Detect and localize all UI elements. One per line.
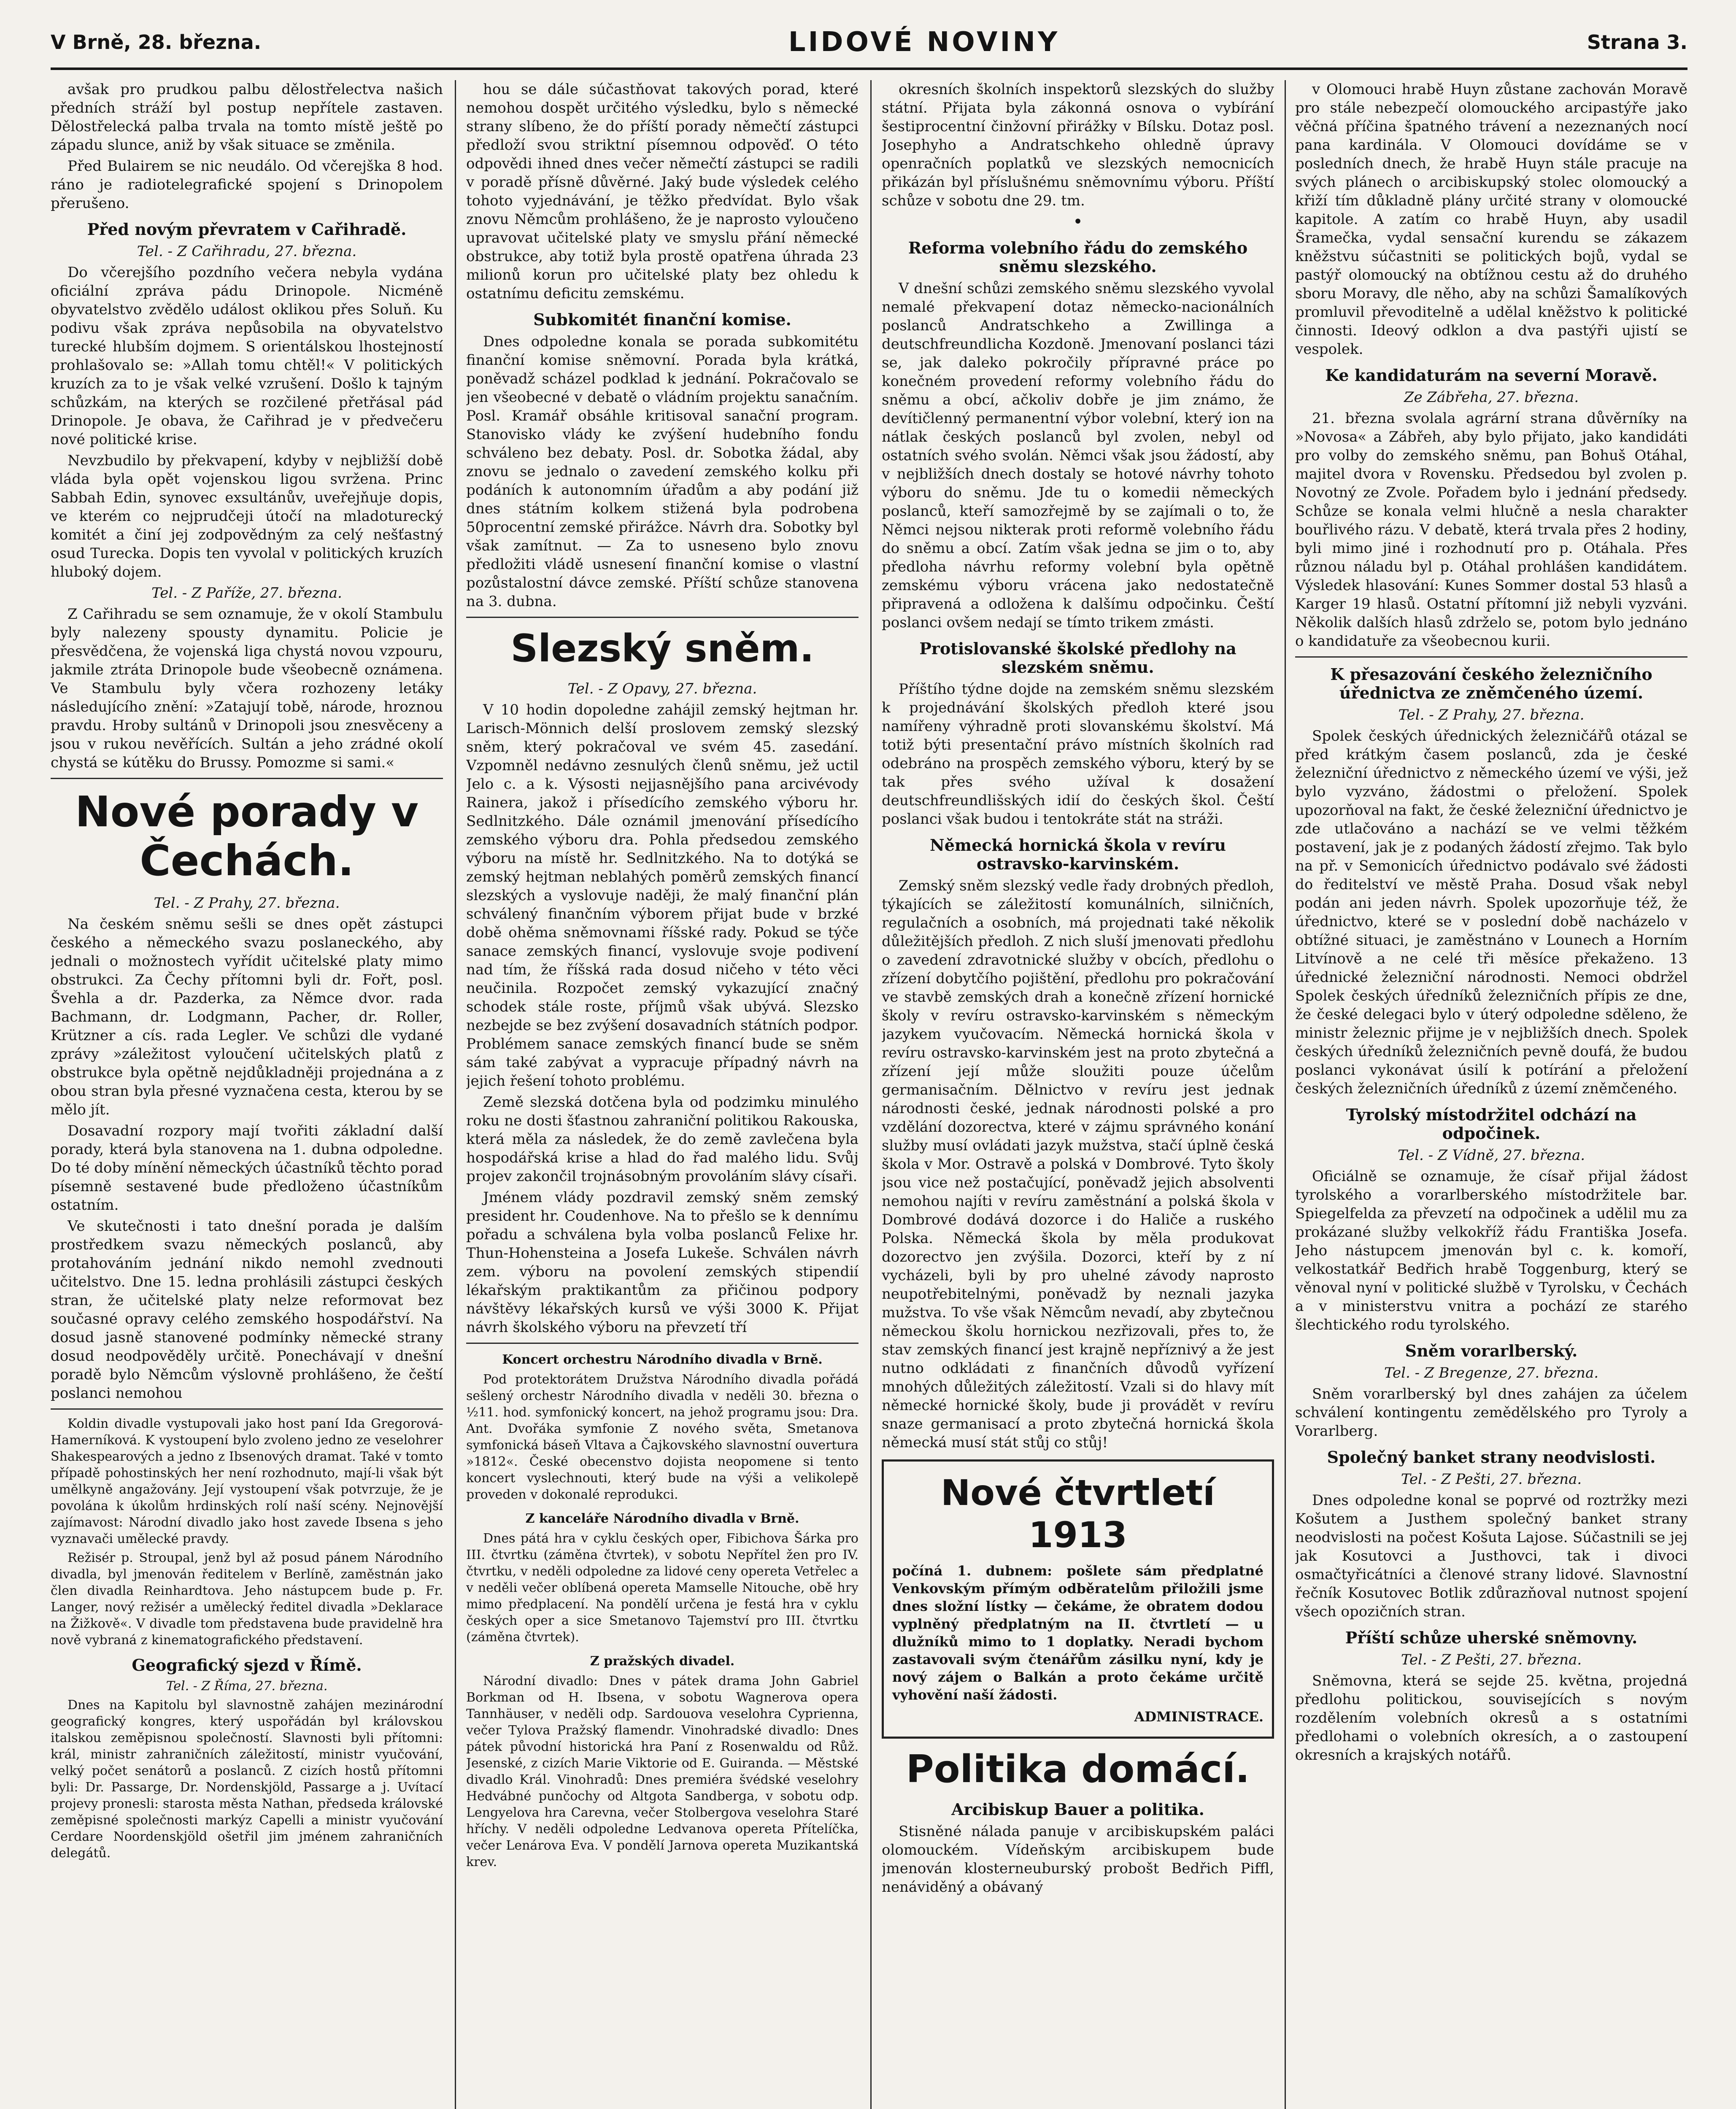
article-paragraph: Do včerejšího pozdního večera nebyla vydána oficiální zpráva pádu Drinopole. Nicméně obyvatelstvo zvědělo událost oklikou přes Soluň. Ku podivu však zpráva nepůsobila na obyvatelstvo turecké hlubším dojmem. S orientálskou lhostejností prohlašovalo se: »Allah tomu chtěl!« V politických kruzích za to je však velké vzrušení. Došlo k tajným schůzkám, na kterých se rozčilené přetřásal pád Drinopole. Je obava, že Cařihrad je v předvečeru nové politické krise. bbox=[51, 264, 443, 448]
article-paragraph: Dosavadní rozpory mají tvořiti základní další porady, která byla stanovena na 1. dubna odpoledne. Do té doby mínění německých účastníků těchto porad písemně sestavené bude předloženo účastníkům ostatním. bbox=[51, 1122, 443, 1214]
article-paragraph: Dnes na Kapitolu byl slavnostně zahájen mezinárodní geografický kongres, který uspořádán byl královskou italskou zeměpisnou společností. Slavnosti byli přítomni: král, ministr zahraničních záležitostí, ministr vyučování, velký počet senátorů a poslanců. Z cizích hostů přítomni byli: Dr. Passarge, Dr. Nordenskjöld, Passarge a j. Uvítací projevy pronesli: starosta města Nathan, předseda královské zeměpisné společnosti markýz Capelli a ministr vyučování Cerdare Noordenskjöld ošetřil jim jménem zahraničních delegátů. bbox=[51, 1698, 443, 1861]
column-rule bbox=[870, 80, 872, 2109]
article-headline: Reforma volebního řádu do zemského sněmu slezského. bbox=[908, 238, 1248, 276]
article-headline: Arcibiskup Bauer a politika. bbox=[951, 1800, 1204, 1819]
column-2 bbox=[466, 80, 859, 2109]
section-headline: Politika domácí. bbox=[906, 1747, 1250, 1791]
bullet-separator: • bbox=[1073, 212, 1083, 232]
article-headline: Subkomitét finanční komise. bbox=[533, 310, 791, 329]
article-paragraph: 21. března svolala agrární strana důvěrníky na »Novosa« a Zábřeh, aby bylo přijato, jako kandidáti pro volby do zemského sněmu, pan Bohuš Otáhal, majitel dvora v Rovensku. Předsedou byl zvolen p. Novotný ze Zvole. Pořadem bylo i jednání předsedy. Schůze se konala velmi hlučně a nesla charakter bouřlivého rázu. V debatě, která trvala přes 2 hodiny, byli mimo jiné i rozhodnutí pro p. Otáhala. Přes různou náladu byl p. Otáhal prohlášen kandidátem. Výsledek hlasování: Kunes Sommer dostal 53 hlasů a Karger 19 hlasů. Ostatní přítomní již nebyli vyzváni. Několik dalších hlasů zdrželo se, potom bylo jednáno o kandidatuře za všeobecnou kurii. bbox=[1295, 410, 1687, 650]
newspaper-title: LIDOVÉ NOVINY bbox=[788, 27, 1060, 58]
article-paragraph: Koldin divadle vystupovali jako host paní Ida Gregorová-Hamerníková. K vystoupení bylo zvoleno jedno ze veselohrer Shakespearových a jedno z Ibsenových dramat. Také v tomto případě pohostinských her není rozhodnuto, mají-li však být umělkyně angažovány. Její vystoupení však potvrzuje, že je povolána k úkolům hrdinských rolí naší scény. Nejnovější zajímavost: Národní divadlo jako host zavede Ibsena s jeho vyznavači umělecké pravdy. bbox=[51, 1416, 443, 1546]
article-paragraph: Spolek českých úřednických železničářů otázal se před krátkým časem poslanců, zda je české železniční úřednictvo z německého území ve výši, jež bylo vyzváno, žádostmi o přeložení. Spolek upozorňoval na fakt, že české železniční úřednictvo je zde utlačováno a nachází se ve velmi těžkém postavení, jak je z podaných žádostí zřejmo. Tak bylo na př. v Semonicích úřednictvo podávalo své žádosti do ředitelství ve městě Praha. Dosud však nebyl podán ani jeden návrh. Spolek upozorňuje též, že úřednictvo, které se v poslední době nacházelo v obtížné situaci, je zaměstnáno v Lounech a Horním Litvínově a ne celé tři měsíce překaženo. 13 úřednické železniční národnosti. Nemoci obdržel Spolek českých úředníků železničních přípis ze dne, že české delegaci bylo v úterý odpoledne sděleno, že ministr železnic přijme je v nejbližších dnech. Spolek českých úředníků železničních pevně doufá, že budou poslanci vykonávat úsilí k potírání a přeložení českých železničních úředníků z území zněmčeného. bbox=[1295, 728, 1687, 1097]
article-paragraph: Národní divadlo: Dnes v pátek drama John Gabriel Borkman od H. Ibsena, v sobotu Wagnerova opera Tannhäuser, v neděli odp. Sardouova veselohra Cyprienna, večer Tylova Pražský flamendr. Vinohradské divadlo: Dnes pátek původní historická hra Paní z Rosenwaldu od Růž. Jesenské, z cizích Marie Viktorie od E. Guiranda. — Městské divadlo Král. Vinohradů: Dnes premiéra švédské veselohry Hedvábné punčochy od Altgota Sandberga, v sobotu odp. Lengyelova hra Carevna, večer Stolbergova veselohra Staré hříchy. V neděli odpoledne Ledvanova opereta Přítelíčka, večer Lenárova Eva. V pondělí Jarnova opereta Muzikantská krev. bbox=[466, 1674, 859, 1869]
article-paragraph: Dnes pátá hra v cyklu českých oper, Fibichova Šárka pro III. čtvrtku (záměna čtvrtek), v sobotu Nepřítel žen pro IV. čtvrtku, v neděli odpoledne za lidové ceny opereta Vetřelec a v neděli večer oblíbená opereta Mamselle Nitouche, obě hry mimo předplacení. Na pondělí určena je festá hra v cyklu českých oper a sice Smetanovo Tajemství pro III. čtvrtku (záměna čtvrtek). bbox=[466, 1531, 859, 1645]
article-headline: K přesazování českého železničního úřednictva ze zněmčeného území. bbox=[1330, 665, 1652, 702]
article-paragraph: Země slezská dotčena byla od podzimku minulého roku ne dosti šťastnou zahraniční politikou Rakouska, která měla za následek, že do země zavlečena byla hospodářská krise a hlad do řad malého lidu. Svůj projev zakončil trojnásobným provoláním slávy císaři. bbox=[466, 1094, 859, 1185]
article-paragraph: Dnes odpoledne konal se poprvé od roztržky mezi Košutem a Justhem společný banket strany neodvislosti na počest Košuta Lajose. Súčastnili se jej jak Kosutovci a Justhovci, tak i divoci osmačtyřicátníci a členové strany lidové. Slavnostní řečník Kosutovec Botlik zdůrazňoval nutnost spojení všech opozičních stran. bbox=[1295, 1492, 1687, 1620]
article-headline: Ke kandidaturám na severní Moravě. bbox=[1325, 366, 1658, 385]
article-paragraph: Oficiálně se oznamuje, že císař přijal žádost tyrolského a vorarlberského místodržitele bar. Spiegelfelda za převzetí na odpočinek a udělil mu za prokázané služby velkokříž řádu Františka Josefa. Jeho nástupcem jmenován byl c. k. komoří, velkostatkář Bedřich hrabě Toggenburg, který se věnoval nyní v politické službě v Tyrolsku, v Čechách a v ministerstvu vnitra a pochází ze starého šlechtického rodu tyrolského. bbox=[1295, 1168, 1687, 1333]
article-paragraph: Dnes odpoledne konala se porada subkomitétu finanční komise sněmovní. Porada byla krátká, poněvadž scházel podklad k jednání. Pokračovalo se jen všeobecné v debatě o vládním projektu sanačním. Posl. Kramář obsáhle kritisoval sanační program. Stanovisko vlády ke zvýšení hudebního fondu schváleno bez debaty. Posl. dr. Sobotka žádal, aby znovu se jednalo o zavedení zemského kolku při podáních k autonomním úřadům a aby podání již dnes státním kolkem stižená byla podrobena 50procentní zemské přirážce. Návrh dra. Sobotky byl však zamítnut. — Za to usneseno bylo znovu předložiti vládě usnesení finanční komise o vlastní pozůstalostní dávce zemské. Příští schůze stanovena na 3. dubna. bbox=[466, 333, 859, 610]
article-paragraph: Z Cařihradu se sem oznamuje, že v okolí Stambulu byly nalezeny spousty dynamitu. Policie je přesvědčena, že vojenská liga chystá novou vzpouru, jakmile ztráta Drinopole bude všeobecně oznámena. Ve Stambulu byly včera rozhozeny letáky následujícího znění: »Zatajují tobě, národe, hroznou pravdu. Hroby sultánů v Drinopoli jsou znesvěceny a jsou v rukou nevěřících. Sultán a jeho zrádné okolí chystá se kútěku do Brussy. Pomozme si sami.« bbox=[51, 606, 443, 771]
article-paragraph: Pod protektorátem Družstva Národního divadla pořádá sešlený orchestr Národního divadla v neděli 30. března o ½11. hod. symfonický koncert, na jehož programu jsou: Dra. Ant. Dvořáka symfonie Z nového světa, Smetanova symfonická báseň Vltava a Čajkovského slavnostní ouvertura »1812«. České obecenstvo dojista neopomene si tento koncert vyslechnouti, který bude na výši a velikolepě proveden v dokonalé reprodukci. bbox=[466, 1372, 859, 1502]
column-4 bbox=[1295, 80, 1687, 2109]
notice-text: počíná 1. dubnem: pošlete sám předplatné Venkovským přímým odběratelům přiložili jsme dnes složní lístky — čekáme, že obratem dodou vyplněný předplatným na II. čtvrtletí — u dlužníků mimo to 1 doplatky. Neradi bychom zastavovali svým čtenářům zásilku nyní, kdy je nový zájem o Balkán a proto čekáme určitě vyhovění naší žádosti. bbox=[892, 1563, 1264, 1703]
column-rule bbox=[455, 80, 456, 2109]
dateline: Tel. - Z Paříže, 27. března. bbox=[151, 585, 342, 601]
dateline: Tel. - Z Prahy, 27. března. bbox=[154, 895, 340, 912]
section-headline: Nové porady v Čechách. bbox=[75, 787, 419, 885]
section-divider bbox=[51, 1408, 443, 1410]
article-paragraph: Režisér p. Stroupal, jenž byl až posud pánem Národního divadla, byl jmenován ředitelem v Berlíně, zaměstnán jako člen divadla Reinhardtova. Jeho nástupcem bude p. Fr. Langer, nový režisér a umělecký ředitel divadla »Deklarace na Žižkově«. V divadle tom představena bude pravidelně hra nově vybraná z kinematografického představení. bbox=[51, 1551, 443, 1648]
column-3 bbox=[882, 80, 1274, 2109]
article-paragraph: Před Bulairem se nic neudálo. Od včerejška 8 hod. ráno je radiotelegrafické spojení s Drinopolem přerušeno. bbox=[51, 158, 443, 212]
article-paragraph: Zemský sněm slezský vedle řady drobných předloh, týkajících se záležitostí komunálních, silničních, regulačních a osobních, má projednati také několik důležitějších předloh. Z nich sluší jmenovati předlohu o zavedení zdravotnické služby v obcích, předlohu o zřízení dobytčího pojištění, předlohu pro pokračování ve stavbě zemských drah a konečně zřízení hornické školy v revíru ostravsko-karvinském s německým jazykem vyučovacím. Německá hornická škola v revíru ostravsko-karvinském jest na proto zbytečná a zřízení její může sloužiti pouze účelům germanisačním. Dělnictvo v revíru jest jednak národnosti české, jednak národnosti polské a pro vzdělání dozorectva, které v zájmu správného konání služby musí ovládati jazyk mužstva, stačí úplně česká škola v Mor. Ostravě a polská v Dombrové. Tyto školy jsou vice než postačující, poněvadž jejich absolventi nemohou najíti v revíru zaměstnání a polská škola v Dombrové dodává dozorce i do Haliče a ruského Polska. Německá škola by měla produkovat dozorectvo jen zvýšila. Dozorci, kteří by z ní vycházeli, byli by pro uhelné závody naprosto neupotřebitelnými, poněvadž by neznali jazyka mužstva. To vše však Němcům nevadí, aby zbytečnou německou školu hornickou nezřizovali, přes to, že stav zemských financí jest krajně nepříznivý a že jest nutno odkládati z finančních důvodů vyřízení mnohých důležitých záležitostí. Vzali si do hlavy mít německé hornické školy, bude ji provádět v revíru snaze germanisací a proto zbytečná hornická škola německá musí stát stůj co stůj! bbox=[882, 877, 1274, 1451]
dateline: Tel. - Z Opavy, 27. března. bbox=[567, 680, 757, 697]
section-divider bbox=[51, 778, 443, 779]
dateline: Tel. - Z Cařihradu, 27. března. bbox=[137, 243, 357, 260]
article-paragraph: V dnešní schůzi zemského sněmu slezského vyvolal nemalé překvapení dotaz německo-nacionálních poslanců Andratschkeho a Zwillinga a deutschfreundlicha Kozdoně. Jmenovaní poslanci tázi se, jak daleko pokročily přípravné práce po konečném provedení reformy volebního řádu do sněmu a obcí, ačkoliv dobře je jim známo, že devítičlenný permanentní výbor volební, který ion na nátlak českých poslanců byl zvolen, nebyl od ostatních svého svolán. Němci však jsou žádostí, aby v nejbližších dnech dostaly se hotové návrhy tohoto výboru do sněmu. Jde tu o komedii německých poslanců, kteří samozřejmě by se zajímali o to, že Němci nejsou nikterak proti reformě volebního řádu do sněmu a obcí. Zatím však jedna se jim o to, aby předloha návrhu reformy volební byla opětně zemskému výboru vrácena jako nedostatečně připravená a odložena k dalšímu odpočinku. Čeští poslanci ovšem nedají se tímto trikem zmásti. bbox=[882, 280, 1274, 631]
columns bbox=[51, 80, 1687, 2109]
notice-title: Nové čtvrtletí 1913 bbox=[941, 1472, 1215, 1556]
masthead bbox=[51, 17, 1687, 70]
notice-signature: ADMINISTRACE. bbox=[1134, 1709, 1264, 1725]
article-paragraph: okresních školních inspektorů slezských do služby státní. Přijata byla zákonná osnova o vybírání šestiprocentní činžovní přirážky v Bílsku. Dotaz posl. Josephyho a Andratschkeho ohledně úpravy openračních poplatků ve slezských nemocnicích přikázán byl příslušnému sněmovnímu výboru. Příští schůze v sobotu dne 29. tm. bbox=[882, 81, 1274, 209]
dateline: Tel. - Z Pešti, 27. března. bbox=[1401, 1651, 1582, 1668]
article-paragraph: Nevzbudilo by překvapení, kdyby v nejbližší době vláda byla opět vojenskou ligou svržena. Princ Sabbah Edin, synovec exsultánův, uveřejňuje dopis, ve kterém co nejprudčeji útočí na mladoturecký komitét a činí jej zodpovědným za celý nešťastný osud Turecka. Dopis ten vyvolal v politických kruzích hluboký dojem. bbox=[51, 452, 443, 580]
article-headline: Geografický sjezd v Římě. bbox=[132, 1656, 362, 1675]
article-headline: Protislovanské školské předlohy na slezském sněmu. bbox=[919, 639, 1237, 677]
section-divider bbox=[1295, 656, 1687, 658]
article-paragraph: Sněm vorarlberský byl dnes zahájen za účelem schválení kontingentu zemědělského pro Tyroly a Vorarlberg. bbox=[1295, 1386, 1687, 1440]
article-headline: Sněm vorarlberský. bbox=[1405, 1341, 1578, 1360]
article-headline: Z pražských divadel. bbox=[590, 1654, 735, 1669]
dateline: Tel. - Z Říma, 27. března. bbox=[166, 1679, 328, 1694]
column-1 bbox=[51, 80, 443, 2109]
article-paragraph: Jménem vlády pozdravil zemský sněm zemský president hr. Coudenhove. Na to přešlo se k dennímu pořadu a schválena byla volba poslanců Felixe hr. Thun-Hohensteina a Josefa Lukeše. Schválen návrh zem. výboru na povolení zemských stipendií lékařským praktikantům za přičinou podpory návštěvy lékařských kursů ve výši 3000 K. Přijat návrh školského výboru na převzetí tří bbox=[466, 1189, 859, 1336]
dateline: Ze Zábřeha, 27. března. bbox=[1404, 389, 1579, 406]
subscription-notice bbox=[882, 1459, 1274, 1739]
article-paragraph: Stisněné nálada panuje v arcibiskupském paláci olomouckém. Vídeňským arcibiskupem bude jmenován klosterneuburský probošt Bedřich Piffl, nenáviděný a obávaný bbox=[882, 1823, 1274, 1896]
column-rule bbox=[1285, 80, 1286, 2109]
article-headline: Německá hornická škola v revíru ostravsko-karvinském. bbox=[929, 836, 1226, 873]
issue-date: V Brně, 28. března. bbox=[51, 31, 262, 54]
article-paragraph: V 10 hodin dopoledne zahájil zemský hejtman hr. Larisch-Mönnich delší proslovem zemský slezský sněm, který pokračoval ve svém 45. zasedání. Vzpomněl nedávno zesnulých členů sněmu, jež uctil Jelo c. a k. Výsosti nejjasnějšího pana arcivévody Rainera, jakož i přísedícího zemského výboru hr. Sedlnitzkého. Dále oznámil jmenování přísedícího zemského výboru dra. Pohla předsedou zemského výboru na místě hr. Sedlnitzkého. Na to dotýká se zemský hejtman neblahých poměrů zemských financí slezských a vyslovuje naději, že malý finanční plán schválený finančním výborem přijat bude v brzké době ohěma sněmovnami říšské rady. Pokud se týče sanace zemských financí, vyslovuje svoje podivení nad tím, že říšská rada dosud ničeho v této věci neučinila. Rozpočet zemský vykazující značný schodek stále roste, příjmů však ubývá. Slezsko nezbejde se bez zvýšení dosavadních státních podpor. Problémem sanace zemských financí bude se sněm sám také zabývat a vypracuje případný návrh na jejich řešení tohoto problému. bbox=[466, 701, 859, 1090]
article-headline: Společný banket strany neodvislosti. bbox=[1327, 1448, 1656, 1467]
article-headline: Tyrolský místodržitel odchází na odpočinek. bbox=[1346, 1105, 1637, 1143]
article-paragraph: Sněmovna, která se sejde 25. května, projedná předlohu politickou, souvisejících s novým rozdělením volebních okresů a s ostatními předlohami o volebních okresích, a o zastoupení okresních a krajských notářů. bbox=[1295, 1672, 1687, 1764]
section-divider bbox=[466, 1343, 859, 1344]
article-headline: Příští schůze uherské sněmovny. bbox=[1345, 1628, 1638, 1647]
article-paragraph: v Olomouci hrabě Huyn zůstane zachován Moravě pro stále nebezpečí olomouckého arcipastýře jako věčná příčina špatného trávení a nezeznaných nocí pana kardinála. V Olomouci dovídáme se v posledních dnech, že hrabě Huyn stále pracuje na svých plánech o arcibiskupský stolec olomoucký a křiží tím důkladně plány určité strany v olomoucké kapitole. A zatím co hrabě Huyn, aby usadil Šramečka, vydal sensační kurendu se zákazem kněžstvu súčastniti se politických bojů, vydal se pastýř olomoucký na obtížnou cestu až do druhého sboru Moravy, dle něho, aby na schůzi Šamalíkových promluvil převoditelně a udělal kněžstvo k politické činnosti. Ideový odklon a dva pastýři ujistí se vespolek. bbox=[1295, 81, 1687, 358]
article-paragraph: hou se dále súčastňovat takových porad, které nemohou dospět určitého výsledku, bylo s německé strany slíbeno, že do příští porady němečtí zástupci předloží svou striktní písemnou odpověď. O této odpovědi ihned dnes večer němečtí zástupci se radili v poradě přísně důvěrné. Jaký bude výsledek celého tohoto vyjednávání, je těžko předvídat. Bylo však znovu Němcům prohlášeno, že je naprosto vyloučeno upravovat učitelské platy ve smyslu přání německé obstrukce, aby totiž byla prostě opatřena úhrada 23 milionů korun pro učitelské platy bez ohledu k ostatnímu deficitu zemskému. bbox=[466, 81, 859, 302]
section-headline: Slezský sněm. bbox=[510, 626, 814, 671]
dateline: Tel. - Z Vídně, 27. března. bbox=[1397, 1147, 1585, 1164]
dateline: Tel. - Z Bregenze, 27. března. bbox=[1384, 1365, 1599, 1381]
article-headline: Koncert orchestru Národního divadla v Brně. bbox=[502, 1352, 823, 1367]
article-paragraph: avšak pro prudkou palbu dělostřelectva našich předních stráží byl postup nepřítele zastaven. Dělostřelecká palba trvala na tomto místě ještě po západu slunce, aniž by však situace se změnila. bbox=[51, 81, 443, 154]
article-paragraph: Na českém sněmu sešli se dnes opět zástupci českého a německého svazu poslaneckého, aby jednali o možnostech vyřídit učitelské platy mimo obstrukci. Za Čechy přítomni byli dr. Fořt, posl. Švehla a dr. Pazderka, za Němce dvor. rada Bachmann, dr. Lodgmann, Pacher, dr. Roller, Krützner a cís. rada Legler. Ve schůzi dle vydané zprávy »záležitost vyloučení učitelských platů z obstrukce byla opětně nejdůkladněji projednána a z obou stran byla přesné vyznačena cesta, kterou by se mělo jít. bbox=[51, 916, 443, 1118]
article-headline: Z kanceláře Národního divadla v Brně. bbox=[525, 1511, 799, 1526]
article-headline: Před novým převratem v Cařihradě. bbox=[87, 220, 407, 239]
article-paragraph: Ve skutečnosti i tato dnešní porada je dalším prostředkem svazu německých poslanců, aby protahováním jednání nikdo nemohl zvednouti učitelstvo. Dne 15. ledna prohlásili zástupci českých stran, že učitelské platy nelze reformovat bez současné opravy celého zemského hospodářství. Na dosud jasně stanovené podmínky německé strany dosud neodpověděly určitě. Ponechávají v dnešní poradě bylo Němcům výslovně prohlášeno, že čeští poslanci nemohou bbox=[51, 1218, 443, 1402]
section-divider bbox=[466, 617, 859, 618]
article-paragraph: Příštího týdne dojde na zemském sněmu slezském k projednávání školských předloh které jsou namířeny výhradně proti slovanskému školství. Má totiž býti presentační právo místních školních rad odebráno na prospěch zemského výboru, který by se tak přes svého užíval k dosažení deutschfreundlišských idií do českých škol. Čeští poslanci však budou i tentokráte stát na stráži. bbox=[882, 681, 1274, 828]
dateline: Tel. - Z Pešti, 27. března. bbox=[1401, 1471, 1582, 1488]
dateline: Tel. - Z Prahy, 27. března. bbox=[1398, 707, 1585, 723]
page-number: Strana 3. bbox=[1587, 31, 1687, 54]
